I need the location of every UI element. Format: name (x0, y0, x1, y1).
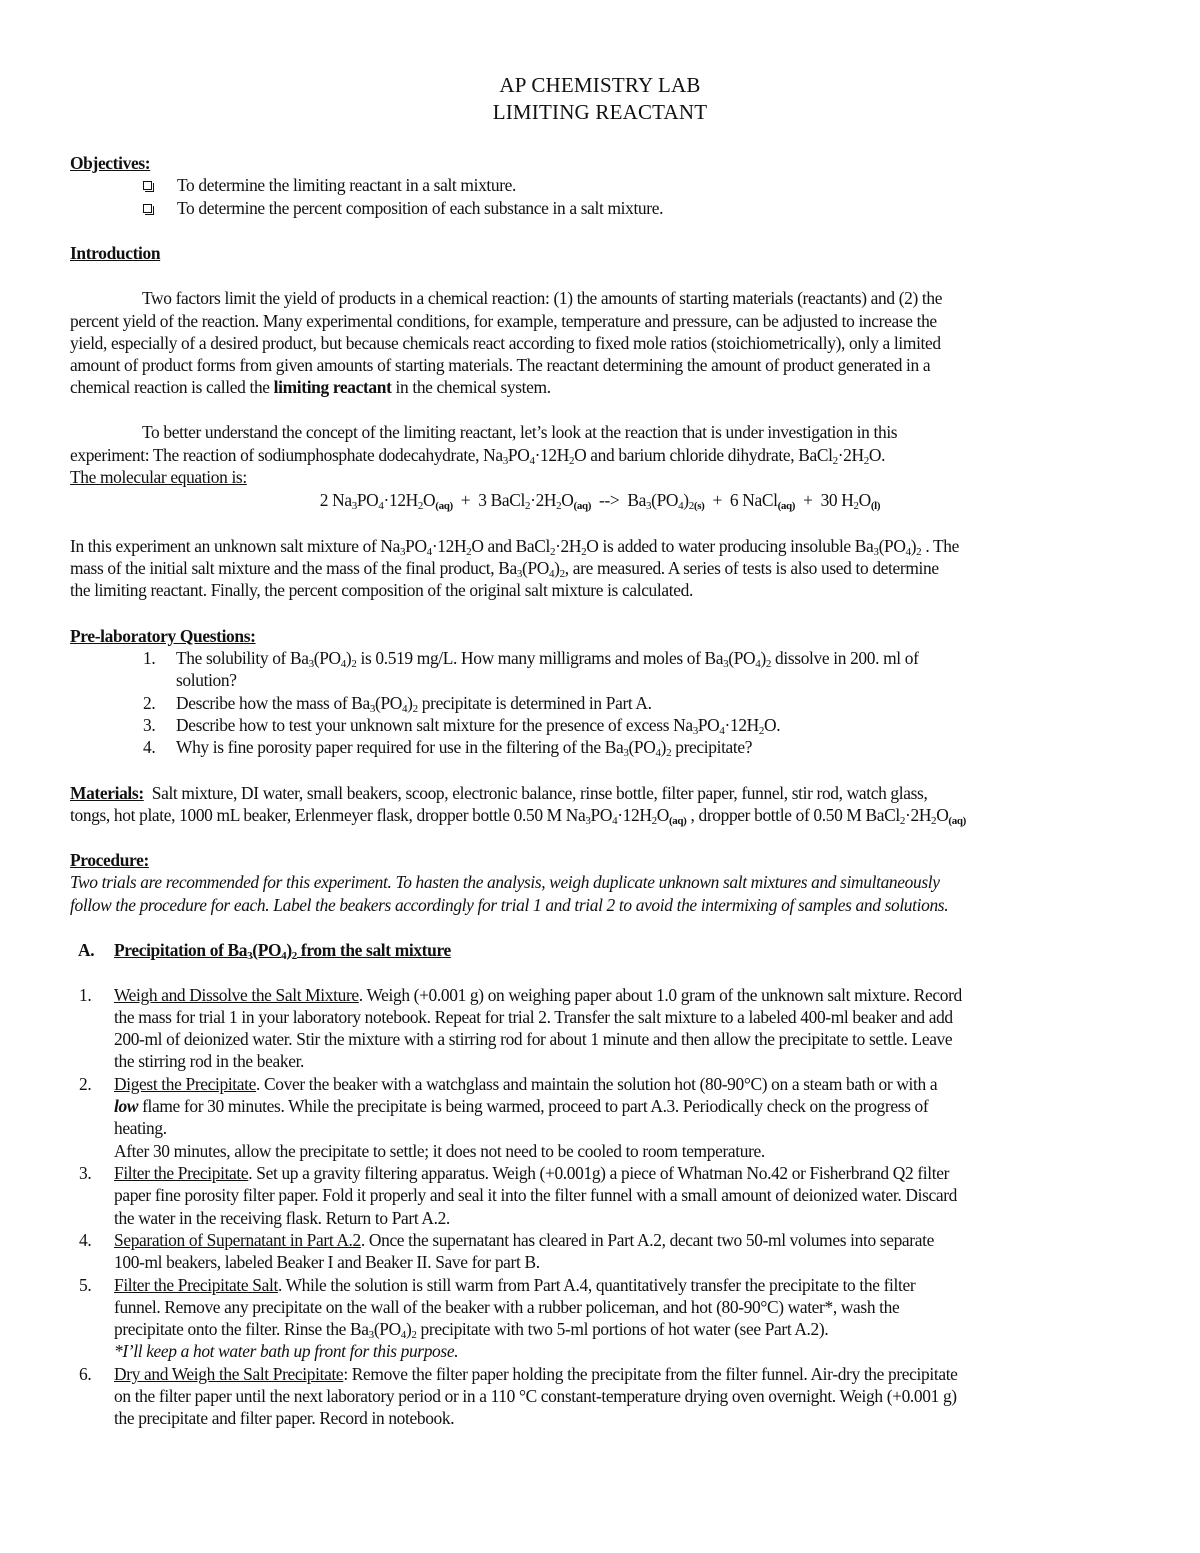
procedure-intro-line: Two trials are recommended for this experiment. To hasten the analysis, weigh duplicate unknown salt mixtures and simultaneously (70, 872, 940, 892)
step-line: Dry and Weigh the Salt Precipitate: Remove the filter paper holding the precipitate from the filter funnel. Air-dry the precipitate (114, 1364, 958, 1384)
step-line: the stirring rod in the beaker. (114, 1051, 305, 1071)
step-number: 6. (79, 1364, 92, 1384)
intro-paragraph-line: percent yield of the reaction. Many experimental conditions, for example, temperature and pressure, can be adjusted to increase the (70, 311, 937, 331)
step-line: Digest the Precipitate. Cover the beaker with a watchglass and maintain the solution hot (80-90°C) on a steam bath or with a (114, 1074, 938, 1094)
page-subtitle: LIMITING REACTANT (492, 100, 708, 124)
intro-paragraph-line: the limiting reactant. Finally, the percent composition of the original salt mixture is calculated. (70, 580, 693, 600)
prelab-question: Describe how to test your unknown salt mixture for the presence of excess $Na_3PO_4\cdot 12H_2O$. (176, 715, 781, 737)
prelab-question: The solubility of $Ba_3(PO_4)_2$ is 0.519 mg/L. How many milligrams and moles of $Ba_3(PO_4)_2$ dissolve in 200. ml of (176, 648, 919, 670)
objective-item (143, 197, 664, 219)
step-title: Filter the Precipitate (114, 1163, 249, 1183)
question-number: 4. (143, 737, 156, 757)
step-line: paper fine porosity filter paper. Fold it properly and seal it into the filter funnel with a small amount of deionized water. Discard (114, 1185, 958, 1205)
low-emphasis: low (114, 1096, 139, 1116)
step-number: 1. (79, 985, 92, 1005)
step-title: Digest the Precipitate (114, 1074, 257, 1094)
procedure-heading: Procedure: (70, 850, 149, 870)
step-line: precipitate onto the filter. Rinse the $Ba_3(PO_4)_2$ precipitate with two 5-ml portions of hot water (see Part A.2). (114, 1319, 829, 1341)
step-line: the mass for trial 1 in your laboratory notebook. Repeat for trial 2. Transfer the salt mixture to a labeled 400-ml beaker and add (114, 1007, 953, 1027)
step-title: Weigh and Dissolve the Salt Mixture (114, 985, 359, 1005)
step-line: funnel. Remove any precipitate on the wall of the beaker with a rubber policeman, and hot (80-90°C) water*, wash the (114, 1297, 900, 1317)
step-line: Separation of Supernatant in Part A.2. Once the supernatant has cleared in Part A.2, decant two 50-ml volumes into separate (114, 1230, 934, 1250)
step-line: low flame for 30 minutes. While the precipitate is being warmed, proceed to part A.3. Periodically check on the progress of (114, 1096, 929, 1116)
molecular-equation-label: The molecular equation is: (70, 467, 247, 487)
materials-line: tongs, hot plate, 1000 mL beaker, Erlenmeyer flask, dropper bottle 0.50 M $Na_3PO_4\cdot 12H_2O_{(aq)}$ , dropper bottle of 0.50 M $BaCl_2\cdot 2H_2O_{(aq)}$ (70, 805, 966, 827)
step-line: heating. (114, 1118, 167, 1138)
step-title: Dry and Weigh the Salt Precipitate (114, 1364, 344, 1384)
step-line: 100-ml beakers, labeled Beaker I and Beaker II. Save for part B. (114, 1252, 540, 1272)
intro-paragraph-line: In this experiment an unknown salt mixture of $Na_3PO_4\cdot 12H_2O$ and $BaCl_2\cdot 2H_2O$ is added to water producing insoluble $Ba_3(PO_4)_2$ . The (70, 536, 959, 558)
step-line: Filter the Precipitate Salt. While the solution is still warm from Part A.4, quantitatively transfer the precipitate to the filter (114, 1275, 916, 1295)
objective-item (143, 174, 517, 196)
prelab-question: Why is fine porosity paper required for use in the filtering of the $Ba_3(PO_4)_2$ precipitate? (176, 737, 753, 759)
intro-paragraph-line: To better understand the concept of the limiting reactant, let’s look at the reaction that is under investigation in this (142, 422, 898, 442)
question-number: 1. (143, 648, 156, 668)
question-number: 2. (143, 693, 156, 713)
step-title: Separation of Supernatant in Part A.2 (114, 1230, 361, 1250)
intro-paragraph-line: mass of the initial salt mixture and the mass of the final product, $Ba_3(PO_4)_2$, are measured. A series of tests is also used to determine (70, 558, 939, 580)
materials-heading: Materials: (70, 783, 144, 803)
introduction-heading: Introduction (70, 243, 161, 263)
step-number: 2. (79, 1074, 92, 1094)
page-title: AP CHEMISTRY LAB (499, 73, 701, 97)
intro-paragraph-line: amount of product forms from given amounts of starting materials. The reactant determining the amount of product generated in a (70, 355, 931, 375)
step-note: *I’ll keep a hot water bath up front for this purpose. (114, 1341, 459, 1361)
step-number: 4. (79, 1230, 92, 1250)
step-number: 3. (79, 1163, 92, 1183)
materials-line: Materials: Salt mixture, DI water, small beakers, scoop, electronic balance, rinse bottle, filter paper, funnel, stir rod, watch glass, (70, 783, 928, 803)
checkbox-bullet-icon (143, 181, 152, 190)
molecular-equation: 2 $Na_3PO_4\cdot 12H_2O_{(aq)} + 3$ $BaCl_2\cdot 2H_2O_{(aq)}$ --> $Ba_3(PO_4)_{2(s)} + 6$ NaCl$_{(aq)}$ + 30 $H_2O_{(l)}$ (319, 490, 881, 512)
intro-paragraph-line: chemical reaction is called the limiting reactant in the chemical system. (70, 377, 551, 397)
prelab-question-cont: solution? (176, 670, 237, 690)
step-line: the precipitate and filter paper. Record in notebook. (114, 1408, 455, 1428)
step-line: 200-ml of deionized water. Stir the mixture with a stirring rod for about 1 minute and then allow the precipitate to settle. Leave (114, 1029, 953, 1049)
question-number: 3. (143, 715, 156, 735)
step-line: Weigh and Dissolve the Salt Mixture. Weigh (+0.001 g) on weighing paper about 1.0 gram of the unknown salt mixture. Record (114, 985, 962, 1005)
prelab-question: Describe how the mass of $Ba_3(PO_4)_2$ precipitate is determined in Part A. (176, 693, 652, 715)
step-line: the water in the receiving flask. Return to Part A.2. (114, 1208, 450, 1228)
part-a-letter: A. (78, 940, 95, 960)
limiting-reactant-term: limiting reactant (273, 377, 392, 397)
objective-text: To determine the percent composition of each substance in a salt mixture. (177, 198, 664, 218)
procedure-intro-line: follow the procedure for each. Label the beakers accordingly for trial 1 and trial 2 to avoid the intermixing of samples and solutions. (70, 895, 949, 915)
objectives-heading: Objectives: (70, 153, 151, 173)
step-number: 5. (79, 1275, 92, 1295)
step-line: Filter the Precipitate. Set up a gravity filtering apparatus. Weigh (+0.001g) a piece of Whatman No.42 or Fisherbrand Q2 filter (114, 1163, 950, 1183)
part-a-title: Precipitation of $Ba_3(PO_4)_2$ from the salt mixture (114, 940, 451, 962)
objective-text: To determine the limiting reactant in a salt mixture. (177, 175, 517, 195)
checkbox-bullet-icon (143, 204, 152, 213)
intro-paragraph-line: experiment: The reaction of sodiumphosphate dodecahydrate, $Na_3PO_4\cdot 12H_2O$ and barium chloride dihydrate, $BaCl_2\cdot 2H_2O$. (70, 445, 886, 467)
intro-paragraph-line: yield, especially of a desired product, but because chemicals react according to fixed mole ratios (stoichiometrically), only a limited (70, 333, 941, 353)
intro-paragraph-line: Two factors limit the yield of products in a chemical reaction: (1) the amounts of starting materials (reactants) and (2) the (142, 288, 943, 308)
prelab-heading: Pre-laboratory Questions: (70, 626, 256, 646)
step-line: on the filter paper until the next laboratory period or in a 110 °C constant-temperature drying oven overnight. Weigh (+0.001 g) (114, 1386, 957, 1406)
step-line: After 30 minutes, allow the precipitate to settle; it does not need to be cooled to room temperature. (114, 1141, 765, 1161)
step-title: Filter the Precipitate Salt (114, 1275, 278, 1295)
